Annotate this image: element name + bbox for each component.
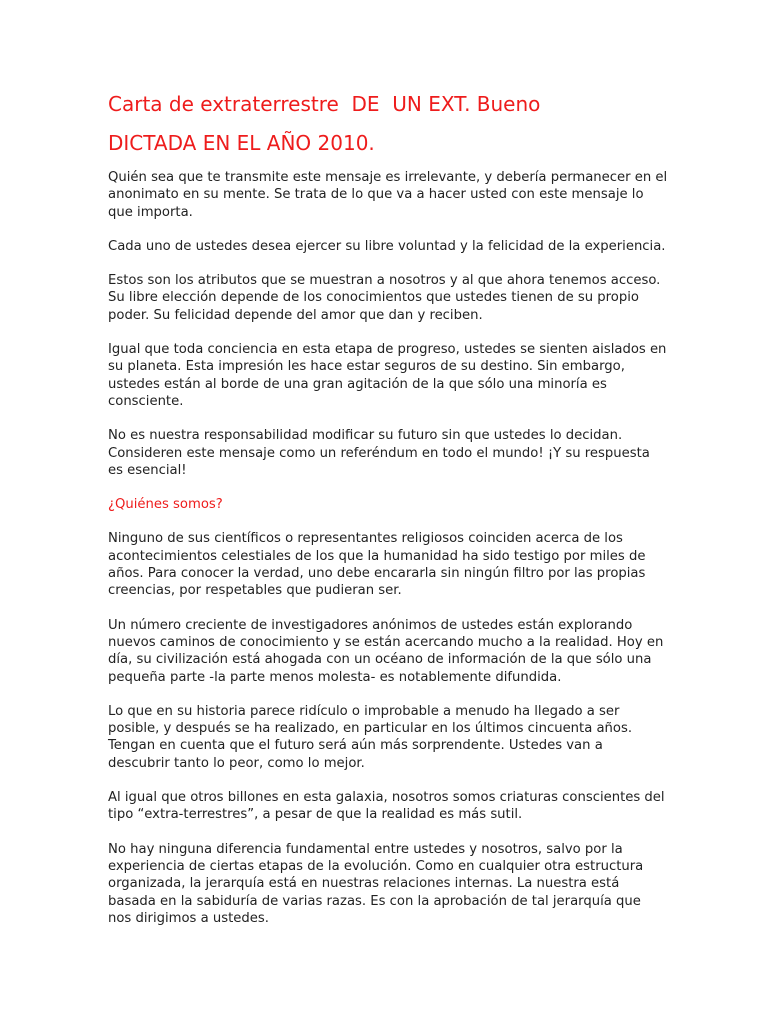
paragraph: Cada uno de ustedes desea ejercer su libre voluntad y la felicidad de la experiencia. xyxy=(108,238,666,254)
paragraph: Un número creciente de investigadores anónimos de ustedes están explorando nuevos caminos de conocimiento y se están acercando mucho a la realidad. Hoy en día, su civilización está ahogada con un océano de información de la que sólo una pequeña parte -la parte menos molesta- es notablemente difundida. xyxy=(108,617,664,685)
paragraph: No es nuestra responsabilidad modificar su futuro sin que ustedes lo decidan. Consideren este mensaje como un referéndum en todo el mundo! ¡Y su respuesta es esencial! xyxy=(108,428,650,478)
paragraph: Ninguno de sus científicos o representantes religiosos coinciden acerca de los acontecimientos celestiales de los que la humanidad ha sido testigo por miles de años. Para conocer la verdad, uno debe encararla sin ningún filtro por las propias creencias, por respetables que pudieran ser. xyxy=(108,531,646,599)
paragraph: Estos son los atributos que se muestran a nosotros y al que ahora tenemos acceso. Su libre elección depende de los conocimientos que ustedes tienen de su propio poder. Su felicidad depende del amor que dan y reciben. xyxy=(108,273,661,323)
document-page xyxy=(108,92,668,944)
document-title: Carta de extraterrestre DE UN EXT. Bueno xyxy=(108,92,541,116)
paragraph: No hay ninguna diferencia fundamental entre ustedes y nosotros, salvo por la experiencia de ciertas etapas de la evolución. Como en cualquier otra estructura organizada, la jerarquía está en nuestras relaciones internas. La nuestra está basada en la sabiduría de varias razas. Es con la aprobación de tal jerarquía que nos dirigimos a ustedes. xyxy=(108,841,644,926)
document-body xyxy=(108,169,668,927)
section-heading: ¿Quiénes somos? xyxy=(108,497,223,513)
paragraph: Lo que en su historia parece ridículo o improbable a menudo ha llegado a ser posible, y después se ha realizado, en particular en los últimos cincuenta años. Tengan en cuenta que el futuro será aún más sorprendente. Ustedes van a descubrir tanto lo peor, como lo mejor. xyxy=(108,703,633,771)
document-subtitle: DICTADA EN EL AÑO 2010. xyxy=(108,131,375,155)
paragraph: Igual que toda conciencia en esta etapa de progreso, ustedes se sienten aislados en su planeta. Esta impresión les hace estar seguros de su destino. Sin embargo, ustedes están al borde de una gran agitación de la que sólo una minoría es consciente. xyxy=(108,342,667,409)
paragraph: Quién sea que te transmite este mensaje es irrelevante, y debería permanecer en el anonimato en su mente. Se trata de lo que va a hacer usted con este mensaje lo que importa. xyxy=(108,170,668,220)
paragraph: Al igual que otros billones en esta galaxia, nosotros somos criaturas conscientes del tipo “extra-terrestres”, a pesar de que la realidad es más sutil. xyxy=(108,790,665,823)
